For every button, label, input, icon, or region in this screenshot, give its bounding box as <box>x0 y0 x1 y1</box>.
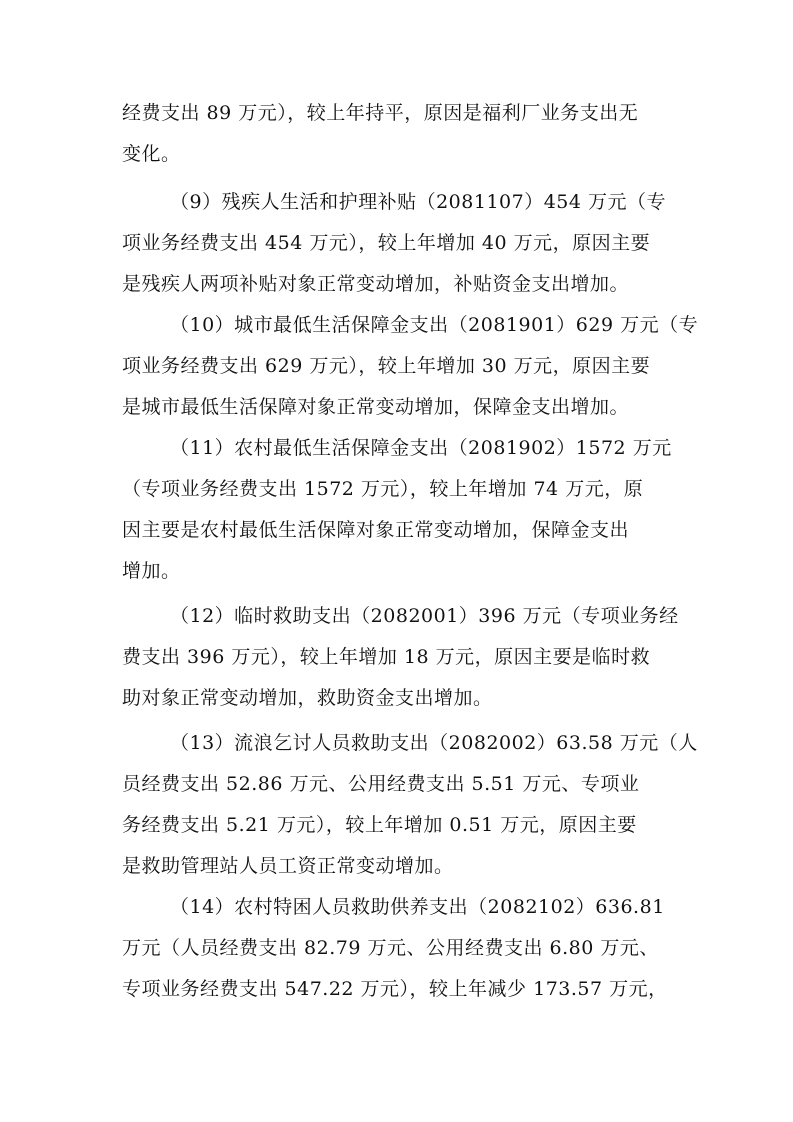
paragraph-line: （11）农村最低生活保障金支出（2081902）1572 万元 <box>170 437 672 459</box>
paragraph-line: 是城市最低生活保障对象正常变动增加，保障金支出增加。 <box>122 396 630 418</box>
paragraph-line: （12）临时救助支出（2082001）396 万元（专项业务经 <box>170 605 679 627</box>
paragraph-line: 万元（人员经费支出 82.79 万元、公用经费支出 6.80 万元、 <box>122 937 659 959</box>
paragraph-line: 项业务经费支出 629 万元），较上年增加 30 万元，原因主要 <box>122 355 651 377</box>
paragraph-line: 是残疾人两项补贴对象正常变动增加，补贴资金支出增加。 <box>122 273 630 295</box>
paragraph-line: 因主要是农村最低生活保障对象正常变动增加，保障金支出 <box>122 519 630 541</box>
paragraph-line: 助对象正常变动增加，救助资金支出增加。 <box>122 687 493 709</box>
paragraph-line: 费支出 396 万元），较上年增加 18 万元，原因主要是临时救 <box>122 646 651 668</box>
paragraph-line: 员经费支出 52.86 万元、公用经费支出 5.51 万元、专项业 <box>122 773 640 795</box>
paragraph-line: （10）城市最低生活保障金支出（2081901）629 万元（专 <box>170 314 699 336</box>
paragraph-line: 是救助管理站人员工资正常变动增加。 <box>122 855 454 877</box>
paragraph-line: （13）流浪乞讨人员救助支出（2082002）63.58 万元（人 <box>170 732 698 754</box>
paragraph-line: （专项业务经费支出 1572 万元），较上年增加 74 万元，原 <box>122 478 644 500</box>
paragraph-line: 务经费支出 5.21 万元），较上年增加 0.51 万元，原因主要 <box>122 814 637 836</box>
paragraph-line: 变化。 <box>122 143 181 165</box>
paragraph-line: 项业务经费支出 454 万元），较上年增加 40 万元，原因主要 <box>122 232 651 254</box>
paragraph-line: 经费支出 89 万元），较上年持平，原因是福利厂业务支出无 <box>122 102 639 124</box>
paragraph-line: 专项业务经费支出 547.22 万元），较上年减少 173.57 万元， <box>122 978 668 1000</box>
paragraph-line: （14）农村特困人员救助供养支出（2082102）636.81 <box>170 896 665 918</box>
paragraph-line: （9）残疾人生活和护理补贴（2081107）454 万元（专 <box>170 191 667 213</box>
paragraph-line: 增加。 <box>122 560 181 582</box>
